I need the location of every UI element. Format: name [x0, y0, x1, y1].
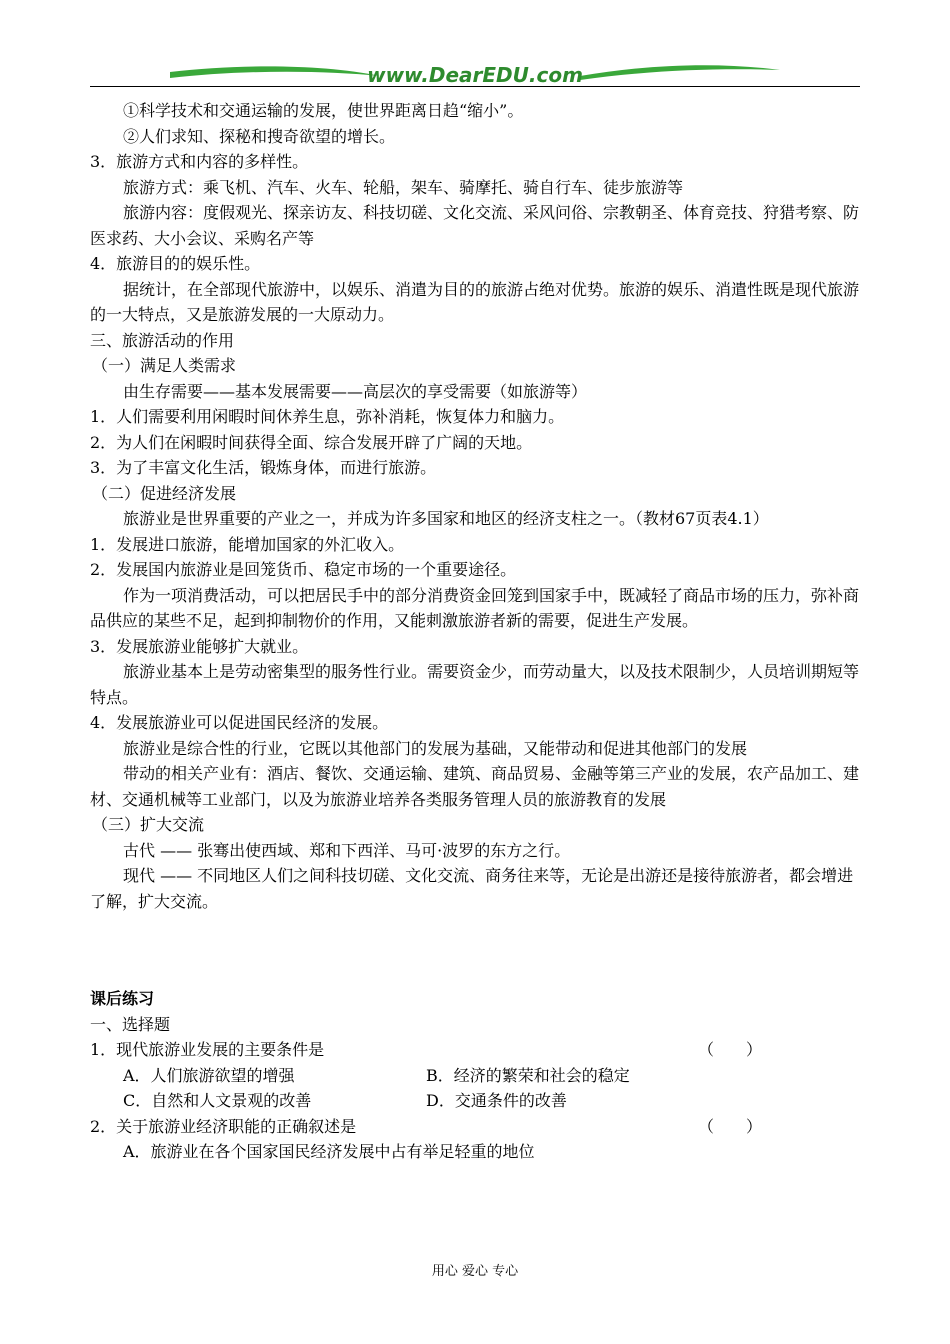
text-line: 2．为人们在闲暇时间获得全面、综合发展开辟了广阔的天地。	[90, 432, 533, 452]
text-line: 4．发展旅游业可以促进国民经济的发展。	[90, 713, 389, 732]
options-row	[90, 1063, 862, 1089]
text-line: 3．发展旅游业能够扩大就业。	[90, 636, 309, 656]
spacer	[90, 914, 862, 986]
option-a: A．人们旅游欲望的增强	[123, 1065, 295, 1085]
text-line: 古代 —— 张骞出使西域、郑和下西洋、马可·波罗的东方之行。	[123, 840, 571, 860]
text-line: 旅游方式：乘飞机、汽车、火车、轮船，架车、骑摩托、骑自行车、徒步旅游等	[123, 177, 684, 197]
text-line: ①科学技术和交通运输的发展，使世界距离日趋“缩小”。	[123, 101, 524, 120]
question-stem: 2．关于旅游业经济职能的正确叙述是	[90, 1116, 357, 1136]
question-2	[90, 1114, 862, 1140]
svg-text:www.DearEDU.com: www.DearEDU.com	[367, 63, 583, 87]
option-b: B．经济的繁荣和社会的稳定	[426, 1065, 630, 1085]
sub-heading: （三）扩大交流	[92, 815, 205, 834]
text-line: 3．为了丰富文化生活，锻炼身体，而进行旅游。	[90, 458, 437, 477]
question-1	[90, 1037, 862, 1063]
text-paragraph: 旅游业是世界重要的产业之一，并成为许多国家和地区的经济支柱之一。（教材67页表4.1）	[123, 509, 769, 528]
text-line: 旅游业是综合性的行业，它既以其他部门的发展为基础，又能带动和促进其他部门的发展	[123, 738, 748, 758]
question-stem: 1．现代旅游业发展的主要条件是	[90, 1040, 325, 1059]
exercise-section: 一、选择题	[90, 1014, 171, 1034]
text-paragraph: 作为一项消费活动，可以把居民手中的部分消费资金回笼到国家手中，既减轻了商品市场的压力，弥补商品供应的某些不足，起到抑制物价的作用，又能刺激旅游者新的需要，促进生产发展。	[90, 585, 860, 630]
document-body	[90, 98, 862, 1165]
sub-heading: （二）促进经济发展	[92, 483, 237, 503]
text-paragraph: 现代 —— 不同地区人们之间科技切磋、文化交流、商务往来等，无论是出游还是接待旅游者，都会增进了解，扩大交流。	[90, 866, 854, 911]
text-line: 2．发展国内旅游业是回笼货币、稳定市场的一个重要途径。	[90, 560, 517, 579]
options-row	[90, 1088, 862, 1114]
text-paragraph: 据统计，在全部现代旅游中，以娱乐、消遣为目的的旅游占绝对优势。旅游的娱乐、消遣性既是现代旅游的一大特点，又是旅游发展的一大原动力。	[90, 279, 860, 324]
text-line: 3．旅游方式和内容的多样性。	[90, 152, 309, 171]
header-rule	[90, 86, 860, 87]
page-footer: 用心 爱心 专心	[431, 1264, 519, 1279]
text-line: 4．旅游目的的娱乐性。	[90, 254, 261, 273]
text-line: 由生存需要——基本发展需要——高层次的享受需要（如旅游等）	[123, 381, 588, 401]
option-d: D．交通条件的改善	[426, 1091, 567, 1110]
option-a: A．旅游业在各个国家国民经济发展中占有举足轻重的地位	[123, 1142, 535, 1161]
text-line: 1．发展进口旅游，能增加国家的外汇收入。	[90, 534, 405, 554]
sub-heading: （一）满足人类需求	[92, 356, 237, 375]
exercise-title: 课后练习	[90, 989, 155, 1008]
answer-blank: （ ）	[697, 1040, 762, 1059]
options-row	[90, 1139, 862, 1165]
answer-blank: （ ）	[697, 1116, 762, 1136]
text-paragraph: 旅游内容：度假观光、探亲访友、科技切磋、文化交流、采风问俗、宗教朝圣、体育竞技、狩猎考察、防医求药、大小会议、采购名产等	[90, 203, 860, 248]
text-paragraph: 带动的相关产业有：酒店、餐饮、交通运输、建筑、商品贸易、金融等第三产业的发展，农产品加工、建材、交通机械等工业部门，以及为旅游业培养各类服务管理人员的旅游教育的发展	[90, 764, 860, 809]
section-heading: 三、旅游活动的作用	[90, 330, 235, 350]
text-line: 1．人们需要利用闲暇时间休养生息，弥补消耗，恢复体力和脑力。	[90, 407, 565, 426]
option-c: C．自然和人文景观的改善	[123, 1091, 312, 1110]
text-line: ②人们求知、探秘和搜奇欲望的增长。	[123, 126, 396, 146]
text-paragraph: 旅游业基本上是劳动密集型的服务性行业。需要资金少，而劳动量大，以及技术限制少，人员培训期短等特点。	[90, 662, 860, 707]
